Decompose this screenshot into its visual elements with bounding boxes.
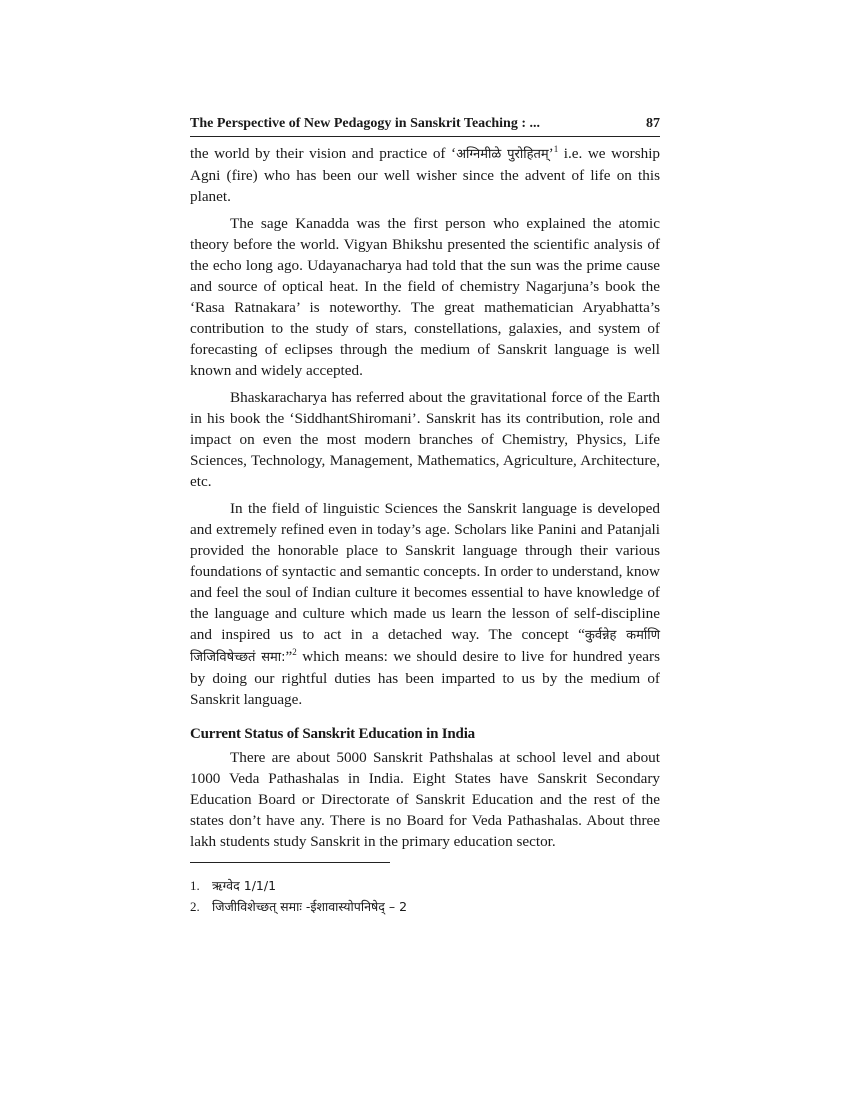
page-content: [190, 116, 660, 917]
footnotes: [190, 875, 660, 917]
footnote-ref-2[interactable]: 2: [292, 646, 297, 657]
quote-close-2: ”: [285, 648, 293, 665]
footnote-number: 1.: [190, 878, 200, 893]
paragraph-4-text-a: In the field of linguistic Sciences the Sanskrit language is developed and extremely refined even in today’s age. Scholars like Panini and Patanjali provided the honorable place to Sanskrit language through their various foundations of syntactic and semantic concepts. In order to understand, know and feel the soul of Indian culture it becomes essential to have knowledge of the language and culture which made us learn the lesson of self-discipline and inspired us to act in a detached way. The concept “: [190, 500, 660, 643]
paragraph-4: [190, 498, 660, 710]
section-heading: Current Status of Sanskrit Education in India: [190, 726, 475, 742]
page-number: 87: [646, 116, 660, 131]
footnote-number: 2.: [190, 899, 200, 914]
quote-close-1: ’: [548, 145, 554, 162]
paragraph-4-text-b: which means: we should desire to live for hundred years by doing our rightful duties has been imparted to us by the medium of Sanskrit language.: [190, 648, 661, 708]
paragraph-1-text-a: the world by their vision and practice of ‘: [190, 145, 457, 162]
paragraph-1-text-b: i.e. we worship Agni (fire) who has been our well wisher since the advent of life on this planet.: [190, 145, 661, 205]
footnote-divider: [190, 862, 390, 863]
footnote-1: [190, 875, 660, 896]
running-header: [190, 116, 660, 137]
footnote-ref-1[interactable]: 1: [553, 143, 559, 154]
body-text: [190, 143, 660, 852]
paragraph-5: There are about 5000 Sanskrit Pathshalas at school level and about 1000 Veda Pathashalas in India. Eight States have Sanskrit Secondary Education Board or Directorate of Sanskrit Education and the rest of the states don’t have any. There is no Board for Veda Pathashalas. About three lakh students study Sanskrit in the primary education sector.: [190, 749, 660, 850]
paragraph-2: The sage Kanadda was the first person who explained the atomic theory before the world. Vigyan Bhikshu presented the scientific analysis of the echo long ago. Udayanacharya had told that the sun was the prime cause and source of optical heat. In the field of chemistry Nagarjuna’s book the ‘Rasa Ratnakara’ is noteworthy. The great mathematician Aryabhatta’s contribution to the study of stars, constellations, galaxies, and system of forecasting of eclipses through the medium of Sanskrit language is well known and widely accepted.: [190, 215, 660, 379]
footnote-text: जिजीविशेच्छत् समाः -ईशावास्योपनिषेद् – 2: [212, 899, 408, 914]
footnote-2: [190, 896, 660, 917]
sanskrit-quote-1: अग्निमीळे पुरोहितम्: [456, 147, 549, 162]
paragraph-1: [190, 143, 660, 207]
header-title: The Perspective of New Pedagogy in Sanskrit Teaching : ...: [190, 116, 540, 131]
paragraph-3: Bhaskaracharya has referred about the gravitational force of the Earth in his book the ‘SiddhantShiromani’. Sanskrit has its contribution, role and impact on even the most modern branches of Chemistry, Physics, Life Sciences, Technology, Management, Mathematics, Agriculture, Architecture, etc.: [190, 389, 660, 490]
footnote-text: ऋग्वेद 1/1/1: [212, 878, 277, 893]
sanskrit-quote-2: कुर्वन्नेह कर्माणि जिजिविषेच्छतं समा:: [190, 628, 660, 665]
